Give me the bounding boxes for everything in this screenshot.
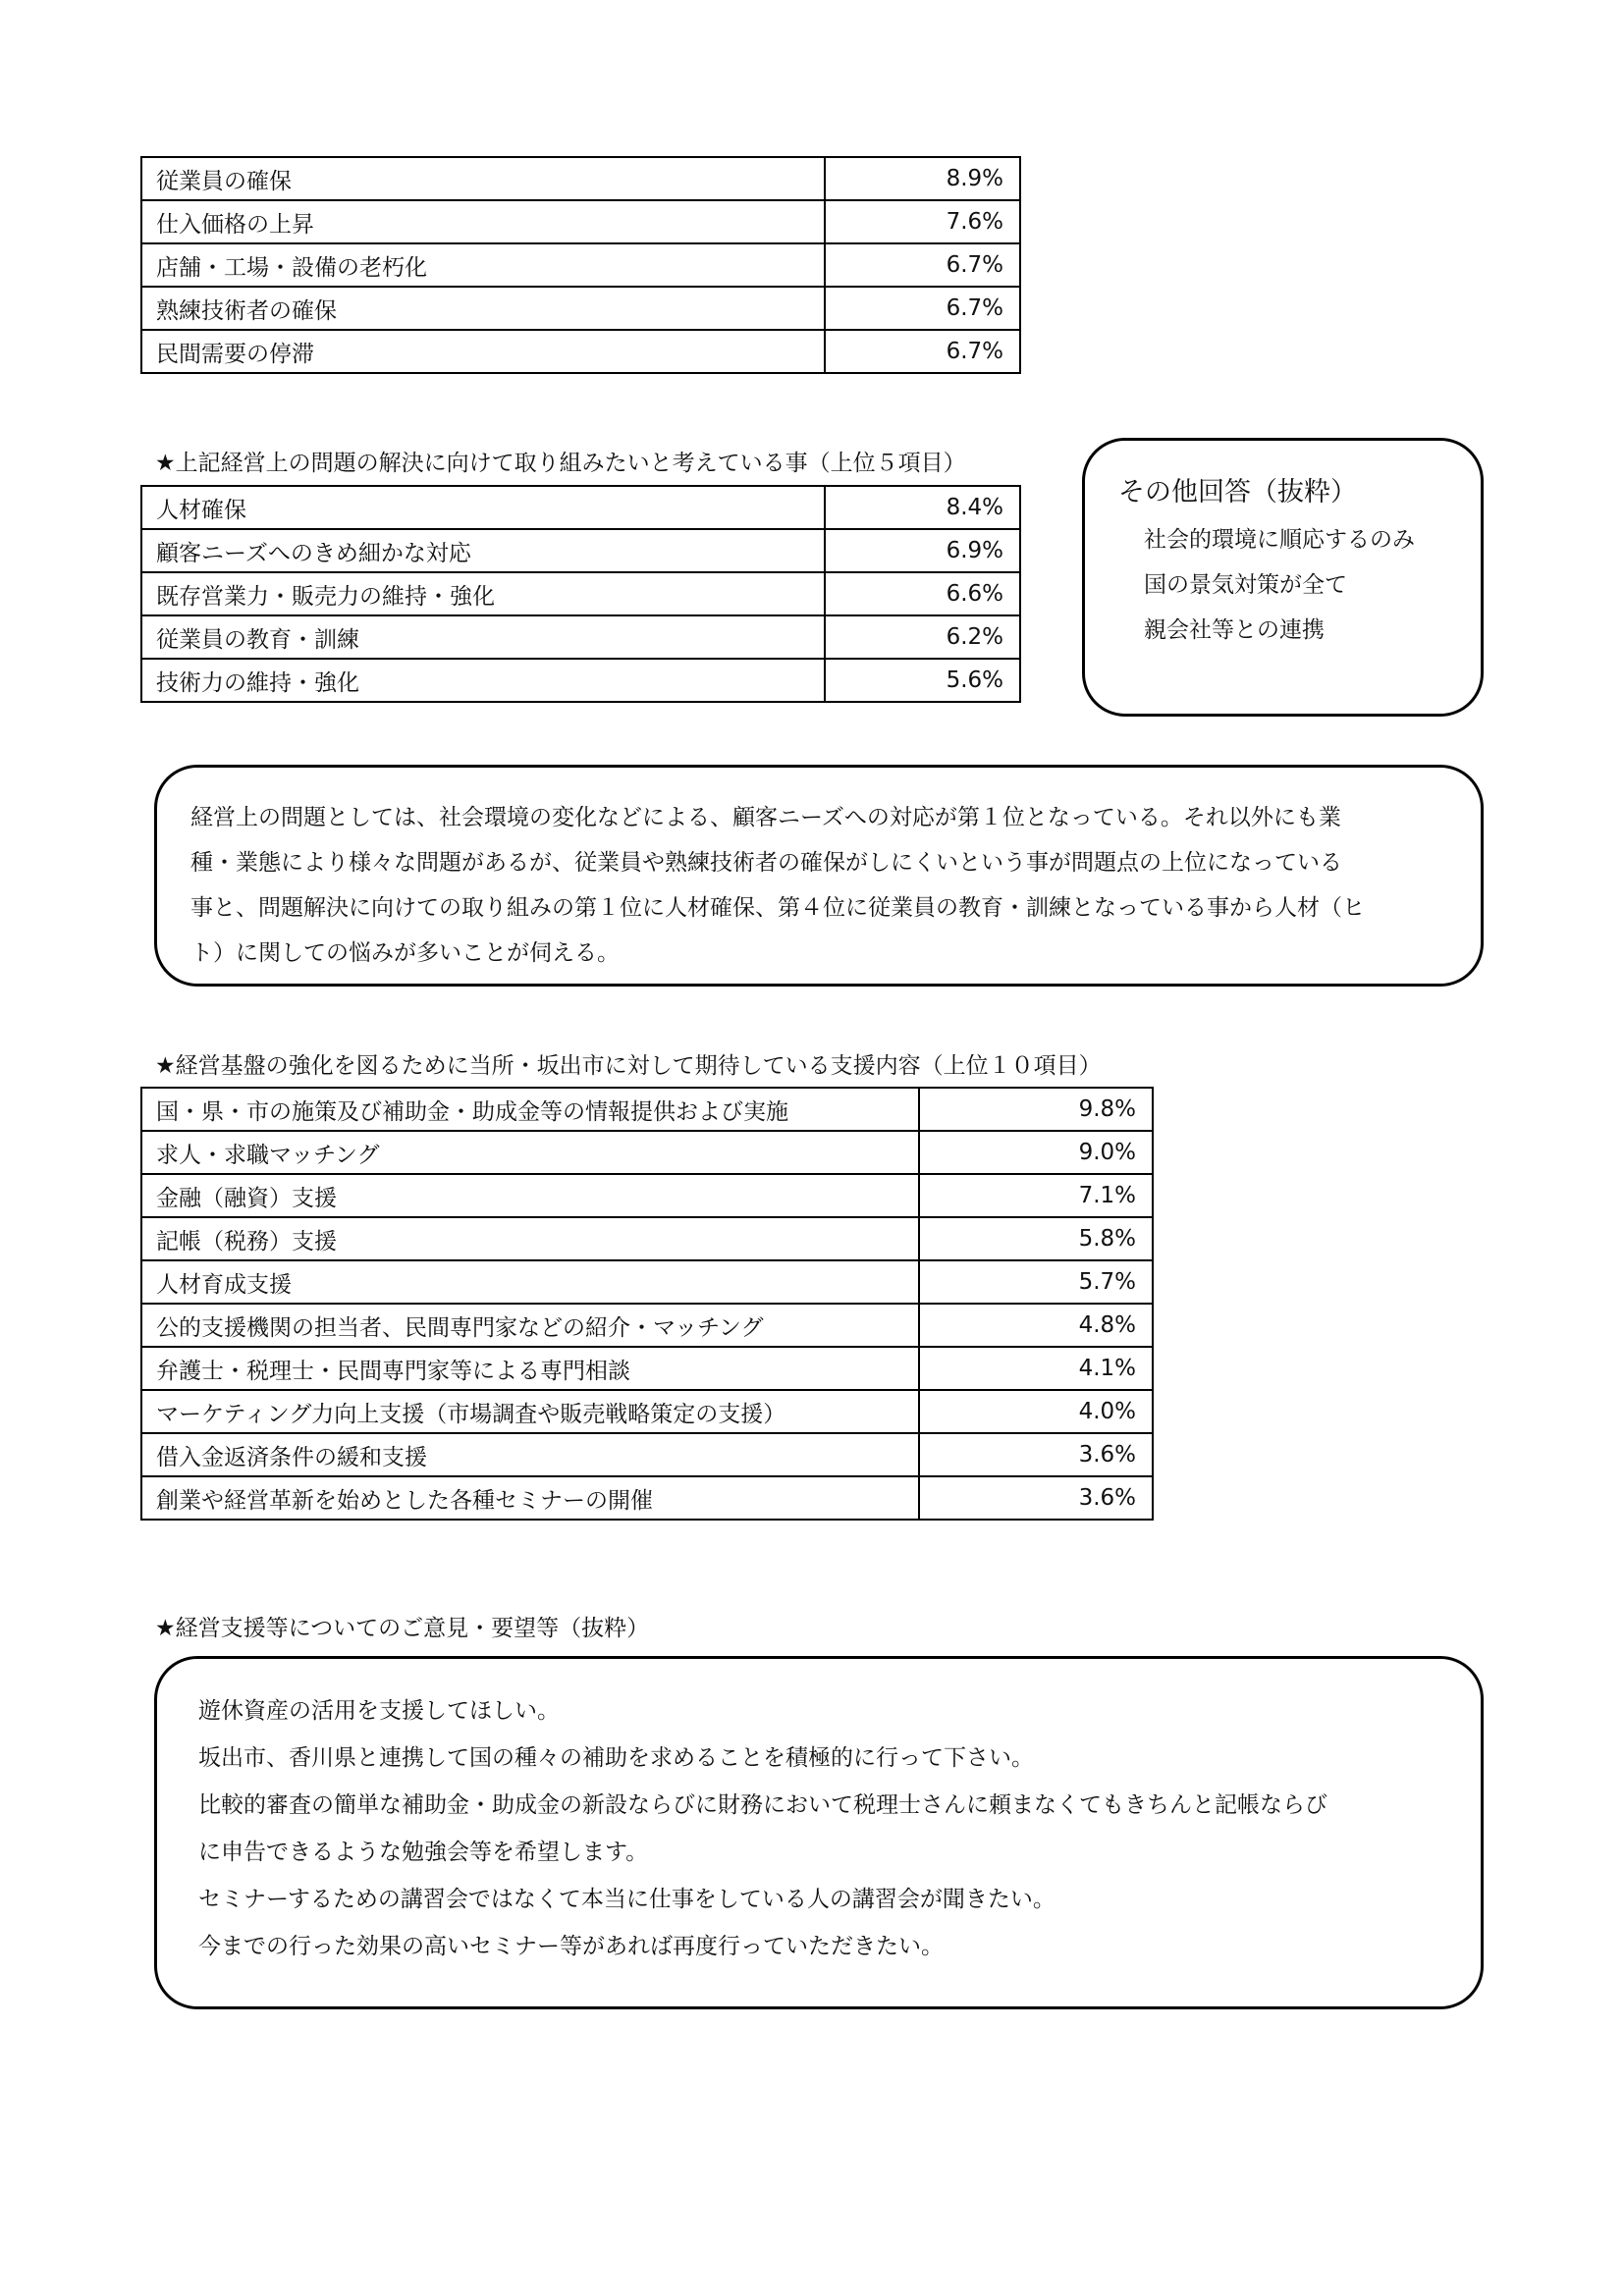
other-answers-title: その他回答（抜粋） xyxy=(1118,477,1357,507)
problems-table xyxy=(140,156,1021,374)
summary-line: ト）に関しての悩みが多いことが伺える。 xyxy=(190,940,620,966)
other-answer-item: 社会的環境に順応するのみ xyxy=(1144,527,1415,553)
row-value: 6.9% xyxy=(825,529,1020,572)
support-heading: ★経営基盤の強化を図るために当所・坂出市に対して期待している支援内容（上位１０項目） xyxy=(155,1053,1102,1079)
table-row xyxy=(141,1260,1153,1304)
row-value: 4.1% xyxy=(919,1347,1153,1390)
row-label: 国・県・市の施策及び補助金・助成金等の情報提供および実施 xyxy=(141,1088,919,1131)
row-value: 5.6% xyxy=(825,659,1020,702)
solutions-table xyxy=(140,485,1021,703)
other-answer-item: 親会社等との連携 xyxy=(1144,617,1325,643)
table-row xyxy=(141,243,1020,287)
row-label: 技術力の維持・強化 xyxy=(141,659,825,702)
table-row xyxy=(141,1088,1153,1131)
table-row xyxy=(141,1347,1153,1390)
row-value: 6.2% xyxy=(825,615,1020,659)
row-label: 公的支援機関の担当者、民間専門家などの紹介・マッチング xyxy=(141,1304,919,1347)
opinion-line: 坂出市、香川県と連携して国の種々の補助を求めることを積極的に行って下さい。 xyxy=(198,1745,1034,1771)
row-label: 金融（融資）支援 xyxy=(141,1174,919,1217)
row-label: 求人・求職マッチング xyxy=(141,1131,919,1174)
row-label: 従業員の確保 xyxy=(141,157,825,200)
table-row xyxy=(141,486,1020,529)
table-row xyxy=(141,1217,1153,1260)
opinions-box xyxy=(154,1656,1484,2009)
row-label: 記帳（税務）支援 xyxy=(141,1217,919,1260)
summary-box xyxy=(154,765,1484,987)
opinion-line: 遊休資産の活用を支援してほしい。 xyxy=(198,1698,560,1724)
table-row xyxy=(141,1174,1153,1217)
opinion-line: 今までの行った効果の高いセミナー等があれば再度行っていただきたい。 xyxy=(198,1934,944,1959)
row-label: 仕入価格の上昇 xyxy=(141,200,825,243)
opinion-line: セミナーするための講習会ではなくて本当に仕事をしている人の講習会が聞きたい。 xyxy=(198,1887,1056,1912)
row-value: 6.7% xyxy=(825,330,1020,373)
row-label: 借入金返済条件の緩和支援 xyxy=(141,1433,919,1476)
row-label: 熟練技術者の確保 xyxy=(141,287,825,330)
table-row xyxy=(141,659,1020,702)
table-row xyxy=(141,287,1020,330)
row-label: 弁護士・税理士・民間専門家等による専門相談 xyxy=(141,1347,919,1390)
opinions-heading: ★経営支援等についてのご意見・要望等（抜粋） xyxy=(155,1616,650,1641)
support-table xyxy=(140,1087,1154,1521)
row-label: 民間需要の停滞 xyxy=(141,330,825,373)
table-row xyxy=(141,1304,1153,1347)
row-value: 3.6% xyxy=(919,1433,1153,1476)
table-row xyxy=(141,615,1020,659)
row-label: マーケティング力向上支援（市場調査や販売戦略策定の支援） xyxy=(141,1390,919,1433)
table-row xyxy=(141,572,1020,615)
table-row xyxy=(141,1433,1153,1476)
row-label: 従業員の教育・訓練 xyxy=(141,615,825,659)
row-label: 人材確保 xyxy=(141,486,825,529)
row-value: 5.8% xyxy=(919,1217,1153,1260)
table-row xyxy=(141,157,1020,200)
row-value: 6.7% xyxy=(825,287,1020,330)
row-value: 3.6% xyxy=(919,1476,1153,1520)
row-value: 7.6% xyxy=(825,200,1020,243)
summary-line: 事と、問題解決に向けての取り組みの第１位に人材確保、第４位に従業員の教育・訓練となっている事から人材（ヒ xyxy=(190,895,1365,921)
other-answers-box xyxy=(1082,438,1484,717)
row-value: 5.7% xyxy=(919,1260,1153,1304)
row-value: 4.8% xyxy=(919,1304,1153,1347)
row-value: 4.0% xyxy=(919,1390,1153,1433)
other-answer-item: 国の景気対策が全て xyxy=(1144,572,1347,598)
table-row xyxy=(141,330,1020,373)
table-row xyxy=(141,529,1020,572)
table-row xyxy=(141,1131,1153,1174)
row-value: 8.9% xyxy=(825,157,1020,200)
row-value: 9.8% xyxy=(919,1088,1153,1131)
row-label: 創業や経営革新を始めとした各種セミナーの開催 xyxy=(141,1476,919,1520)
table-row xyxy=(141,1390,1153,1433)
row-value: 8.4% xyxy=(825,486,1020,529)
row-value: 7.1% xyxy=(919,1174,1153,1217)
opinion-line: に申告できるような勉強会等を希望します。 xyxy=(198,1840,649,1865)
row-label: 既存営業力・販売力の維持・強化 xyxy=(141,572,825,615)
solutions-heading: ★上記経営上の問題の解決に向けて取り組みたいと考えている事（上位５項目） xyxy=(155,451,966,476)
row-value: 6.7% xyxy=(825,243,1020,287)
table-row xyxy=(141,1476,1153,1520)
row-value: 9.0% xyxy=(919,1131,1153,1174)
row-label: 店舗・工場・設備の老朽化 xyxy=(141,243,825,287)
table-row xyxy=(141,200,1020,243)
opinion-line: 比較的審査の簡単な補助金・助成金の新設ならびに財務において税理士さんに頼まなくてもきちんと記帳ならび xyxy=(198,1792,1327,1818)
row-label: 人材育成支援 xyxy=(141,1260,919,1304)
row-value: 6.6% xyxy=(825,572,1020,615)
summary-line: 種・業態により様々な問題があるが、従業員や熟練技術者の確保がしにくいという事が問題点の上位になっている xyxy=(190,850,1342,876)
row-label: 顧客ニーズへのきめ細かな対応 xyxy=(141,529,825,572)
summary-line: 経営上の問題としては、社会環境の変化などによる、顧客ニーズへの対応が第１位となっている。それ以外にも業 xyxy=(190,805,1341,830)
